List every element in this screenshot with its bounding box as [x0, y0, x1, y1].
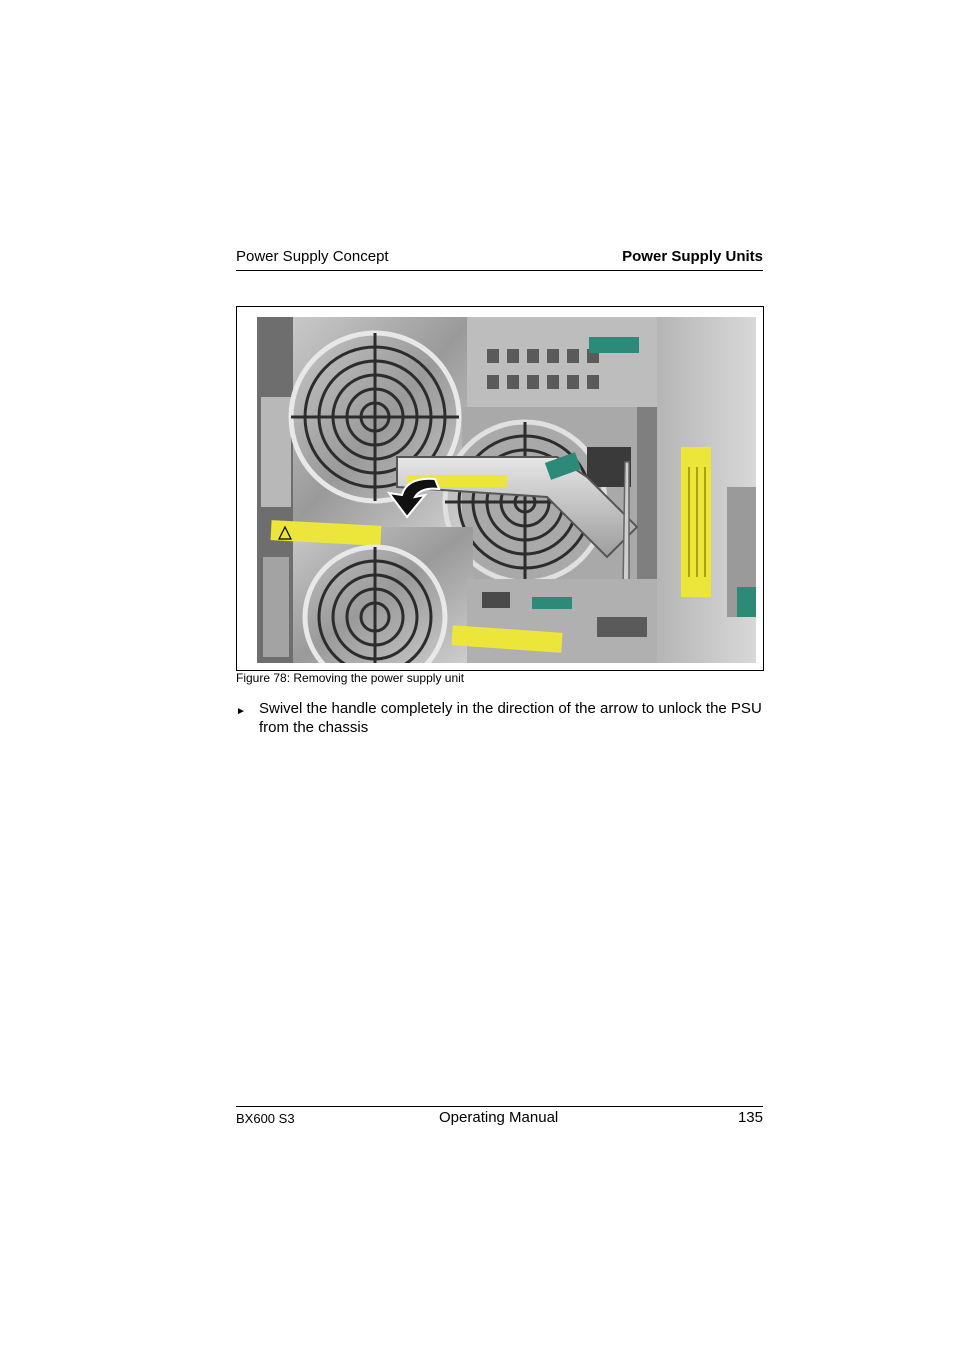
footer-product: BX600 S3 — [236, 1111, 295, 1126]
running-header-section: Power Supply Concept — [236, 248, 389, 265]
page-number: 135 — [737, 1109, 763, 1126]
header-rule — [236, 270, 763, 271]
running-header-chapter: Power Supply Units — [622, 248, 763, 265]
footer-manual-title: Operating Manual — [439, 1109, 559, 1126]
instruction-text: Swivel the handle completely in the direction of the arrow to unlock the PSU from the chassis — [259, 700, 762, 736]
footer-rule — [236, 1106, 763, 1107]
bullet-arrow-icon: ► — [236, 706, 246, 717]
figure-caption: Figure 78: Removing the power supply unit — [236, 671, 465, 685]
figure-photo — [257, 317, 756, 663]
